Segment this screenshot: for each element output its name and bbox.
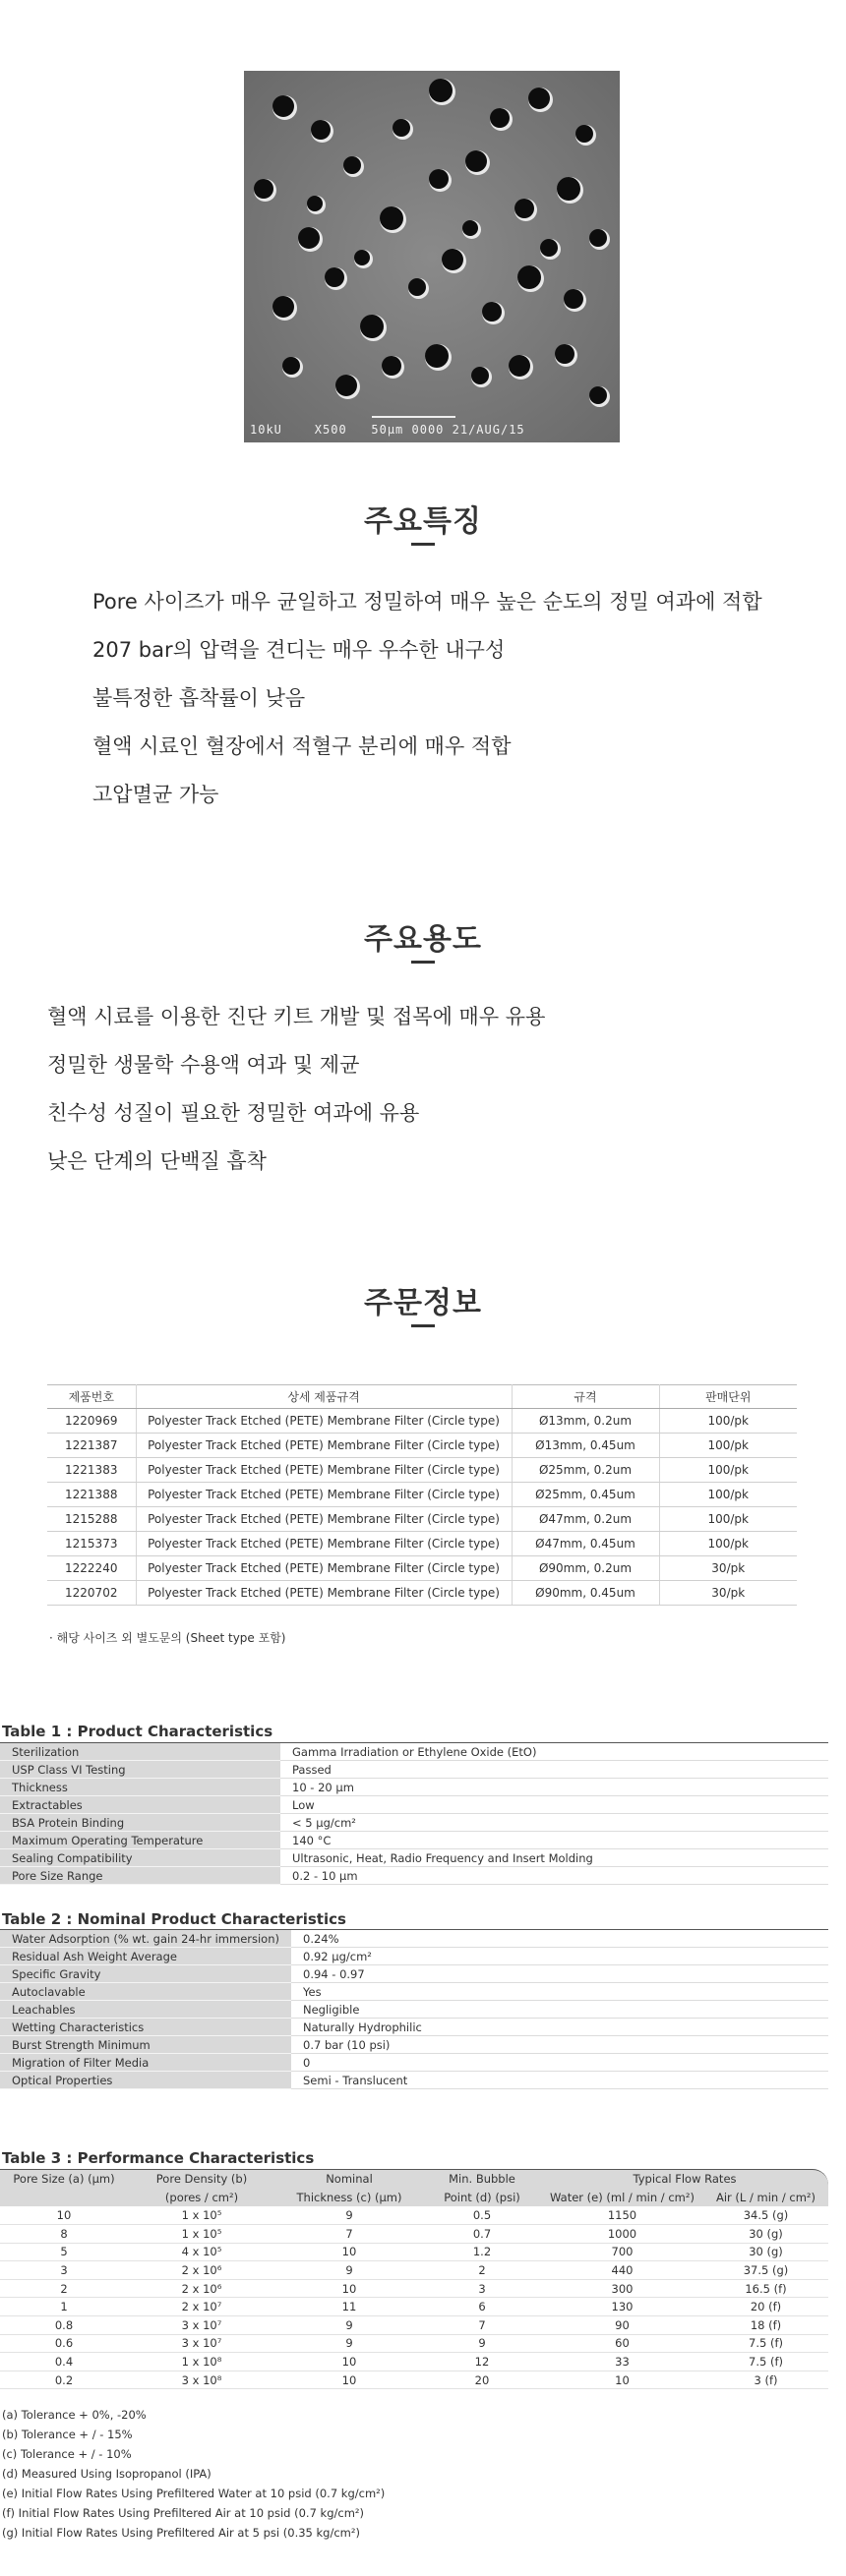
table3-cell: 3 x 10⁷ (128, 2334, 275, 2353)
sem-image-graphic (244, 71, 620, 442)
sem-pore (408, 278, 426, 296)
table3-title: Table 3 : Performance Characteristics (2, 2149, 315, 2167)
order-cell: Polyester Track Etched (PETE) Membrane Filter (Circle type) (136, 1409, 512, 1434)
order-header-cell: 제품번호 (47, 1385, 136, 1409)
table2-title: Table 2 : Nominal Product Characteristics (2, 1910, 346, 1928)
order-cell: 1215288 (47, 1507, 136, 1532)
table3-row (0, 2371, 828, 2389)
table3-cell: 300 (541, 2279, 703, 2298)
table3-cell: 2 (0, 2279, 128, 2298)
sem-pore (380, 206, 403, 230)
feature-item: 불특정한 흡착률이 낮음 (92, 686, 306, 710)
order-row (47, 1556, 797, 1581)
sem-pore (393, 119, 410, 137)
order-table (47, 1384, 797, 1606)
table3-row (0, 2225, 828, 2244)
table3-cell: 2 (423, 2261, 541, 2280)
order-cell: 1220969 (47, 1409, 136, 1434)
table3-cell: 1.2 (423, 2243, 541, 2261)
table3-cell: 18 (f) (703, 2316, 828, 2335)
order-cell: 1221383 (47, 1458, 136, 1483)
order-header-cell: 판매단위 (659, 1385, 797, 1409)
spec-value: Gamma Irradiation or Ethylene Oxide (EtO) (280, 1743, 828, 1761)
features-title-underline (411, 543, 435, 546)
spec-key: USP Class VI Testing (0, 1761, 280, 1779)
order-cell: 30/pk (659, 1556, 797, 1581)
sem-pore (354, 250, 370, 265)
table3-cell: 0.2 (0, 2371, 128, 2389)
spec-key: BSA Protein Binding (0, 1814, 280, 1832)
uses-title: 주요용도 (364, 922, 482, 957)
order-row (47, 1507, 797, 1532)
table3-header-cell: Point (d) (psi) (444, 2190, 520, 2204)
spec-value: 140 °C (280, 1832, 828, 1849)
order-title-underline (411, 1324, 435, 1327)
uses-list (47, 993, 545, 1186)
table3-cell: 30 (g) (703, 2225, 828, 2244)
spec-value: Ultrasonic, Heat, Radio Frequency and Insert Molding (280, 1849, 828, 1867)
membrane-sem-image (244, 71, 620, 442)
table3-cell: 2 x 10⁶ (128, 2279, 275, 2298)
table3-cell: 2 x 10⁷ (128, 2298, 275, 2316)
order-cell: 100/pk (659, 1483, 797, 1507)
table3-cell: 20 (f) (703, 2298, 828, 2316)
table2-row (0, 2072, 828, 2089)
table3-cell: 0.4 (0, 2353, 128, 2371)
sem-pore (442, 249, 463, 270)
table3-cell: 0.7 (423, 2225, 541, 2244)
table3-note: (c) Tolerance + / - 10% (2, 2447, 132, 2461)
spec-value: Passed (280, 1761, 828, 1779)
order-row (47, 1581, 797, 1606)
order-title: 주문정보 (364, 1286, 482, 1320)
table3-cell: 34.5 (g) (703, 2206, 828, 2225)
table3-cell: 3 (423, 2279, 541, 2298)
sem-pore (575, 125, 593, 143)
spec-value: < 5 µg/cm² (280, 1814, 828, 1832)
sem-pore (311, 120, 331, 140)
order-cell: Ø90mm, 0.45um (512, 1581, 659, 1606)
order-cell: 1221388 (47, 1483, 136, 1507)
table2 (0, 1929, 828, 2089)
use-item: 친수성 성질이 필요한 정밀한 여과에 유용 (47, 1101, 420, 1125)
order-row (47, 1483, 797, 1507)
table1-row (0, 1796, 828, 1814)
order-cell: Ø13mm, 0.2um (512, 1409, 659, 1434)
table3-cell: 12 (423, 2353, 541, 2371)
table3-cell: 1150 (541, 2206, 703, 2225)
table3-cell: 7 (423, 2316, 541, 2335)
spec-key: Specific Gravity (0, 1965, 291, 1983)
order-cell: 100/pk (659, 1434, 797, 1458)
order-cell: 100/pk (659, 1532, 797, 1556)
sem-pore (462, 220, 478, 236)
sem-pore (429, 79, 453, 102)
spec-value: Low (280, 1796, 828, 1814)
table3 (0, 2169, 828, 2389)
order-cell: Ø25mm, 0.45um (512, 1483, 659, 1507)
table3-cell: 10 (275, 2279, 423, 2298)
table3-cell: 10 (275, 2371, 423, 2389)
order-cell: Polyester Track Etched (PETE) Membrane Filter (Circle type) (136, 1507, 512, 1532)
table3-header-cell: Nominal (326, 2171, 373, 2186)
sem-pore (471, 367, 489, 384)
feature-item: 혈액 시료인 혈장에서 적혈구 분리에 매우 적합 (92, 734, 512, 758)
table3-cell: 2 x 10⁶ (128, 2261, 275, 2280)
table3-cell: 30 (g) (703, 2243, 828, 2261)
table3-cell: 20 (423, 2371, 541, 2389)
sem-pore (528, 88, 550, 109)
table3-header-cell: Typical Flow Rates (633, 2171, 737, 2186)
table3-cell: 4 x 10⁵ (128, 2243, 275, 2261)
sem-pore (382, 356, 401, 376)
table3-header-cell: Pore Density (b) (155, 2171, 248, 2186)
order-cell: 1222240 (47, 1556, 136, 1581)
sem-pore (555, 344, 574, 364)
sem-pore (325, 267, 344, 287)
features-list (92, 578, 762, 819)
order-cell: Ø25mm, 0.2um (512, 1458, 659, 1483)
order-cell: Ø47mm, 0.45um (512, 1532, 659, 1556)
spec-key: Residual Ash Weight Average (0, 1948, 291, 1965)
spec-key: Optical Properties (0, 2072, 291, 2089)
sem-pore (272, 95, 294, 117)
table3-cell: 5 (0, 2243, 128, 2261)
sem-pore (272, 296, 294, 318)
use-item: 낮은 단계의 단백질 흡착 (47, 1149, 267, 1173)
order-cell: 100/pk (659, 1458, 797, 1483)
table3-cell: 3 (0, 2261, 128, 2280)
table3-header-cell: (pores / cm²) (164, 2190, 239, 2204)
order-cell: 1220702 (47, 1581, 136, 1606)
table3-row (0, 2316, 828, 2335)
table3-cell: 130 (541, 2298, 703, 2316)
spec-value: 10 - 20 µm (280, 1779, 828, 1796)
table3-cell: 3 x 10⁸ (128, 2371, 275, 2389)
table3-cell: 7.5 (f) (703, 2353, 828, 2371)
table3-cell: 9 (275, 2316, 423, 2335)
table3-row (0, 2243, 828, 2261)
order-row (47, 1434, 797, 1458)
table1-row (0, 1761, 828, 1779)
table3-cell: 0.8 (0, 2316, 128, 2335)
table2-row (0, 2001, 828, 2019)
table2-row (0, 2054, 828, 2072)
table3-note: (a) Tolerance + 0%, -20% (2, 2408, 147, 2422)
table3-cell: 7 (275, 2225, 423, 2244)
spec-value: 0.7 bar (10 psi) (291, 2036, 828, 2054)
table3-notes (2, 2405, 385, 2543)
spec-key: Burst Strength Minimum (0, 2036, 291, 2054)
sem-pore (343, 156, 361, 174)
table3-cell: 16.5 (f) (703, 2279, 828, 2298)
order-header-cell: 상세 제품규격 (136, 1385, 512, 1409)
sem-pore (482, 302, 502, 322)
table3-cell: 0.6 (0, 2334, 128, 2353)
spec-key: Water Adsorption (% wt. gain 24-hr immersion) (0, 1930, 291, 1948)
table2-row (0, 1948, 828, 1965)
spec-key: Extractables (0, 1796, 280, 1814)
table2-row (0, 1983, 828, 2001)
spec-key: Leachables (0, 2001, 291, 2019)
spec-value: Naturally Hydrophilic (291, 2019, 828, 2036)
table1-title: Table 1 : Product Characteristics (2, 1723, 273, 1740)
table3-cell: 1 (0, 2298, 128, 2316)
table3-row (0, 2261, 828, 2280)
order-cell: 1215373 (47, 1532, 136, 1556)
table3-header-cell: Pore Size (a) (µm) (13, 2171, 115, 2186)
order-cell: 100/pk (659, 1507, 797, 1532)
spec-key: Maximum Operating Temperature (0, 1832, 280, 1849)
table3-row (0, 2206, 828, 2225)
sem-pore (254, 179, 273, 199)
sem-pore (509, 355, 530, 377)
order-cell: Polyester Track Etched (PETE) Membrane Filter (Circle type) (136, 1556, 512, 1581)
sem-caption: 10kU X500 50µm 0000 21/AUG/15 (250, 423, 525, 437)
sem-pore (465, 150, 487, 172)
feature-item: 고압멸균 가능 (92, 783, 219, 806)
table1-row (0, 1849, 828, 1867)
spec-value: Yes (291, 1983, 828, 2001)
order-table-header (47, 1385, 797, 1409)
order-cell: 100/pk (659, 1409, 797, 1434)
order-row (47, 1409, 797, 1434)
spec-key: Thickness (0, 1779, 280, 1796)
table3-note: (g) Initial Flow Rates Using Prefiltered Air at 5 psi (0.35 kg/cm²) (2, 2526, 360, 2540)
table3-subheader-row (0, 2188, 828, 2206)
table1-row (0, 1779, 828, 1796)
sem-pore (490, 108, 510, 128)
table2-row (0, 2019, 828, 2036)
table3-cell: 9 (275, 2206, 423, 2225)
table3-cell: 1 x 10⁵ (128, 2225, 275, 2244)
use-item: 혈액 시료를 이용한 진단 키트 개발 및 접목에 매우 유용 (47, 1005, 546, 1028)
sem-pore (307, 196, 323, 211)
table3-note: (e) Initial Flow Rates Using Prefiltered Water at 10 psid (0.7 kg/cm²) (2, 2487, 386, 2500)
order-cell: Ø13mm, 0.45um (512, 1434, 659, 1458)
order-cell: Ø90mm, 0.2um (512, 1556, 659, 1581)
table1-row (0, 1867, 828, 1885)
table3-cell: 1 x 10⁸ (128, 2353, 275, 2371)
spec-value: 0.94 - 0.97 (291, 1965, 828, 1983)
order-note: · 해당 사이즈 외 별도문의 (Sheet type 포함) (49, 1631, 286, 1645)
table3-row (0, 2353, 828, 2371)
sem-pore (514, 199, 534, 218)
table3-cell: 7.5 (f) (703, 2334, 828, 2353)
order-header-cell: 규격 (512, 1385, 659, 1409)
spec-value: 0.24% (291, 1930, 828, 1948)
table3-header-row (0, 2169, 828, 2188)
table1-row (0, 1743, 828, 1761)
spec-key: Migration of Filter Media (0, 2054, 291, 2072)
spec-key: Sterilization (0, 1743, 280, 1761)
table3-cell: 440 (541, 2261, 703, 2280)
spec-value: 0.92 µg/cm² (291, 1948, 828, 1965)
order-cell: Polyester Track Etched (PETE) Membrane Filter (Circle type) (136, 1483, 512, 1507)
sem-pore (425, 344, 449, 368)
table3-cell: 3 x 10⁷ (128, 2316, 275, 2335)
table1-row (0, 1814, 828, 1832)
spec-key: Pore Size Range (0, 1867, 280, 1885)
table3-note: (d) Measured Using Isopropanol (IPA) (2, 2467, 212, 2481)
table2-row (0, 1965, 828, 1983)
order-cell: 30/pk (659, 1581, 797, 1606)
table3-cell: 9 (275, 2334, 423, 2353)
table3-note: (f) Initial Flow Rates Using Prefiltered Air at 10 psid (0.7 kg/cm²) (2, 2506, 365, 2520)
table3-cell: 8 (0, 2225, 128, 2244)
order-cell: Ø47mm, 0.2um (512, 1507, 659, 1532)
table3-header-cell: Air (L / min / cm²) (715, 2190, 816, 2204)
order-cell: Polyester Track Etched (PETE) Membrane Filter (Circle type) (136, 1532, 512, 1556)
table2-row (0, 2036, 828, 2054)
sem-pore (335, 375, 357, 396)
spec-value: Negligible (291, 2001, 828, 2019)
spec-value: 0 (291, 2054, 828, 2072)
sem-pore (517, 265, 541, 289)
sem-pore (298, 227, 320, 249)
features-title: 주요특징 (364, 504, 482, 539)
use-item: 정밀한 생물학 수용액 여과 및 제균 (47, 1053, 360, 1077)
sem-pore (282, 357, 300, 375)
sem-pore (589, 229, 607, 247)
feature-item: 207 bar의 압력을 견디는 매우 우수한 내구성 (92, 638, 506, 662)
table3-cell: 37.5 (g) (703, 2261, 828, 2280)
sem-pore (589, 386, 607, 404)
table3-header-cell: Min. Bubble (449, 2171, 515, 2186)
feature-item: Pore 사이즈가 매우 균일하고 정밀하여 매우 높은 순도의 정밀 여과에 적합 (92, 590, 762, 614)
table3-header-cell: Thickness (c) (µm) (296, 2190, 402, 2204)
table3-cell: 3 (f) (703, 2371, 828, 2389)
table3-cell: 11 (275, 2298, 423, 2316)
table3-cell: 90 (541, 2316, 703, 2335)
table3-row (0, 2298, 828, 2316)
order-cell: Polyester Track Etched (PETE) Membrane Filter (Circle type) (136, 1581, 512, 1606)
table3-cell: 33 (541, 2353, 703, 2371)
table1-row (0, 1832, 828, 1849)
table2-row (0, 1930, 828, 1948)
sem-pore (360, 315, 384, 338)
table3-header-cell (0, 2188, 128, 2206)
order-row (47, 1532, 797, 1556)
sem-pore (540, 239, 558, 257)
table3-cell: 10 (275, 2353, 423, 2371)
spec-value: 0.2 - 10 µm (280, 1867, 828, 1885)
order-cell: 1221387 (47, 1434, 136, 1458)
table3-cell: 10 (0, 2206, 128, 2225)
table3-cell: 1 x 10⁵ (128, 2206, 275, 2225)
table3-cell: 6 (423, 2298, 541, 2316)
table3-cell: 9 (423, 2334, 541, 2353)
table3-cell: 60 (541, 2334, 703, 2353)
table3-note: (b) Tolerance + / - 15% (2, 2428, 133, 2441)
table3-cell: 0.5 (423, 2206, 541, 2225)
table3-cell: 10 (541, 2371, 703, 2389)
table3-cell: 9 (275, 2261, 423, 2280)
table3-row (0, 2279, 828, 2298)
order-cell: Polyester Track Etched (PETE) Membrane Filter (Circle type) (136, 1434, 512, 1458)
table3-row (0, 2334, 828, 2353)
table3-cell: 700 (541, 2243, 703, 2261)
sem-pore (557, 177, 580, 201)
order-row (47, 1458, 797, 1483)
table3-cell: 10 (275, 2243, 423, 2261)
spec-key: Autoclavable (0, 1983, 291, 2001)
table3-cell: 1000 (541, 2225, 703, 2244)
table3-header-cell: Water (e) (ml / min / cm²) (550, 2190, 695, 2204)
spec-key: Sealing Compatibility (0, 1849, 280, 1867)
sem-pore (429, 169, 449, 189)
spec-value: Semi - Translucent (291, 2072, 828, 2089)
spec-key: Wetting Characteristics (0, 2019, 291, 2036)
order-cell: Polyester Track Etched (PETE) Membrane Filter (Circle type) (136, 1458, 512, 1483)
uses-title-underline (411, 961, 435, 964)
sem-pore (564, 289, 583, 309)
table1 (0, 1742, 828, 1885)
